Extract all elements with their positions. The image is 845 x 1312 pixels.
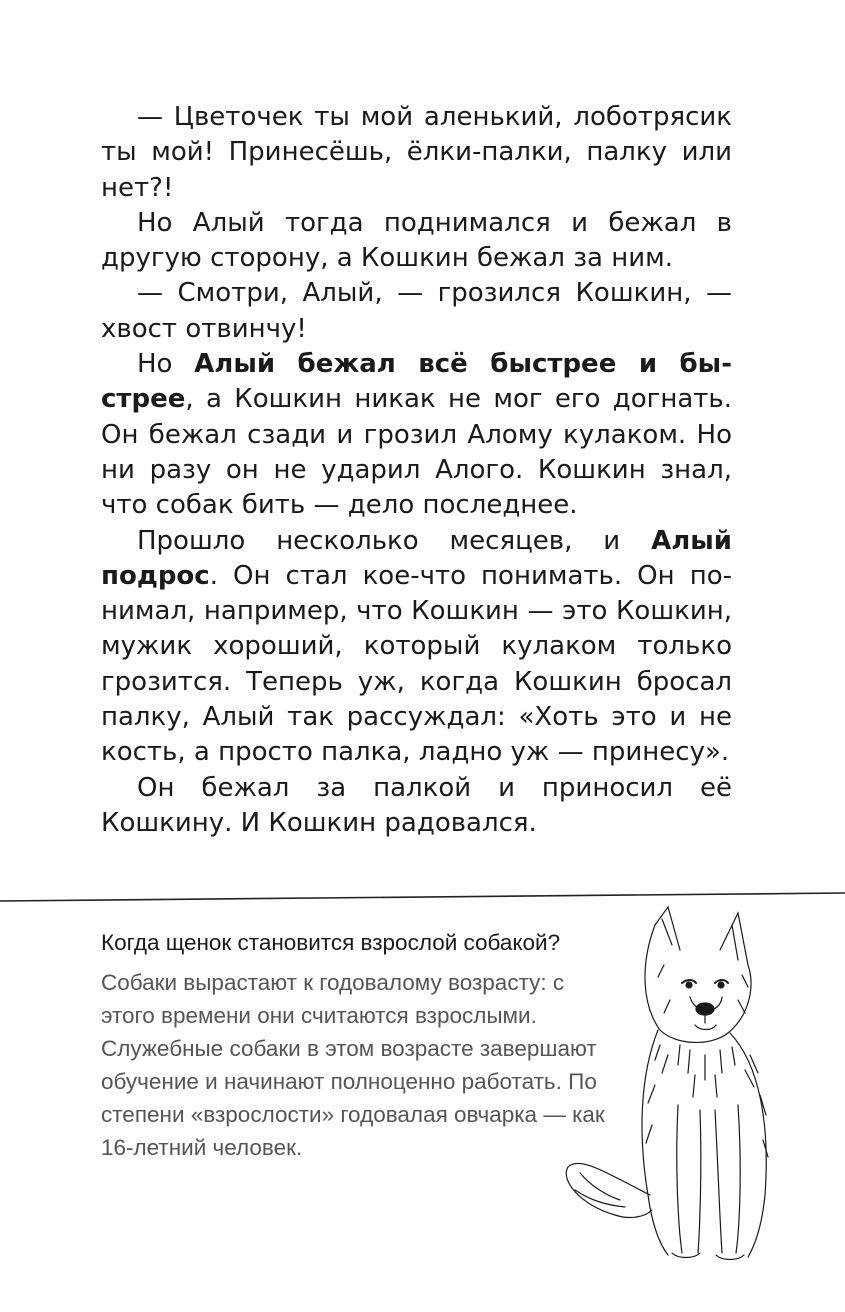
paragraph: Но Алый тогда поднимался и бежал в другую сторону, а Кошкин бежал за ним.	[101, 207, 732, 274]
section-divider	[0, 876, 845, 906]
story-text	[101, 100, 732, 841]
info-box-body: Собаки вырастают к годовалому возрасту: с этого времени они считаются взрослыми. Служебные собаки в этом возрасте завершают обучение и начинают полноценно работать. По степени «взрослости» годовалая овчарка — как 16-летний человек.	[101, 970, 605, 1160]
paragraph: Он бежал за палкой и приносил её Кошкину. И Кошкин радовался.	[101, 772, 732, 838]
info-box-title: Когда щенок становится взрослой собакой?	[101, 930, 561, 955]
bold-phrase: Алый подрос	[101, 525, 732, 591]
paragraph: — Цветочек ты мой аленький, лоботрясик ты мой! Принесёшь, ёлки-палки, палку или нет?!	[101, 102, 732, 203]
paragraph: Но Алый бежал всё быстрее и быстрее, а Кошкин никак не мог его догнать. Он бежал сзади и грозил Алому кулаком. Но ни разу он не ударил Алого. Кошкин знал, что собак бить — дело последнее.	[101, 349, 732, 521]
puppy-sketch-icon	[560, 905, 790, 1265]
paragraph: Прошло несколько месяцев, и Алый подрос. Он стал кое-что понимать. Он понимал, например, что Кошкин — это Кошкин, мужик хороший, который кулаком только грозится. Теперь уж, когда Кошкин бросал палку, Алый так рассуждал: «Хоть это и не кость, а просто палка, ладно уж — принесу».	[101, 525, 732, 768]
bold-phrase: Алый бежал всё быстрее и быстрее	[101, 349, 732, 415]
paragraph: — Смотри, Алый, — грозился Кошкин, — хвост отвинчу!	[101, 278, 732, 344]
